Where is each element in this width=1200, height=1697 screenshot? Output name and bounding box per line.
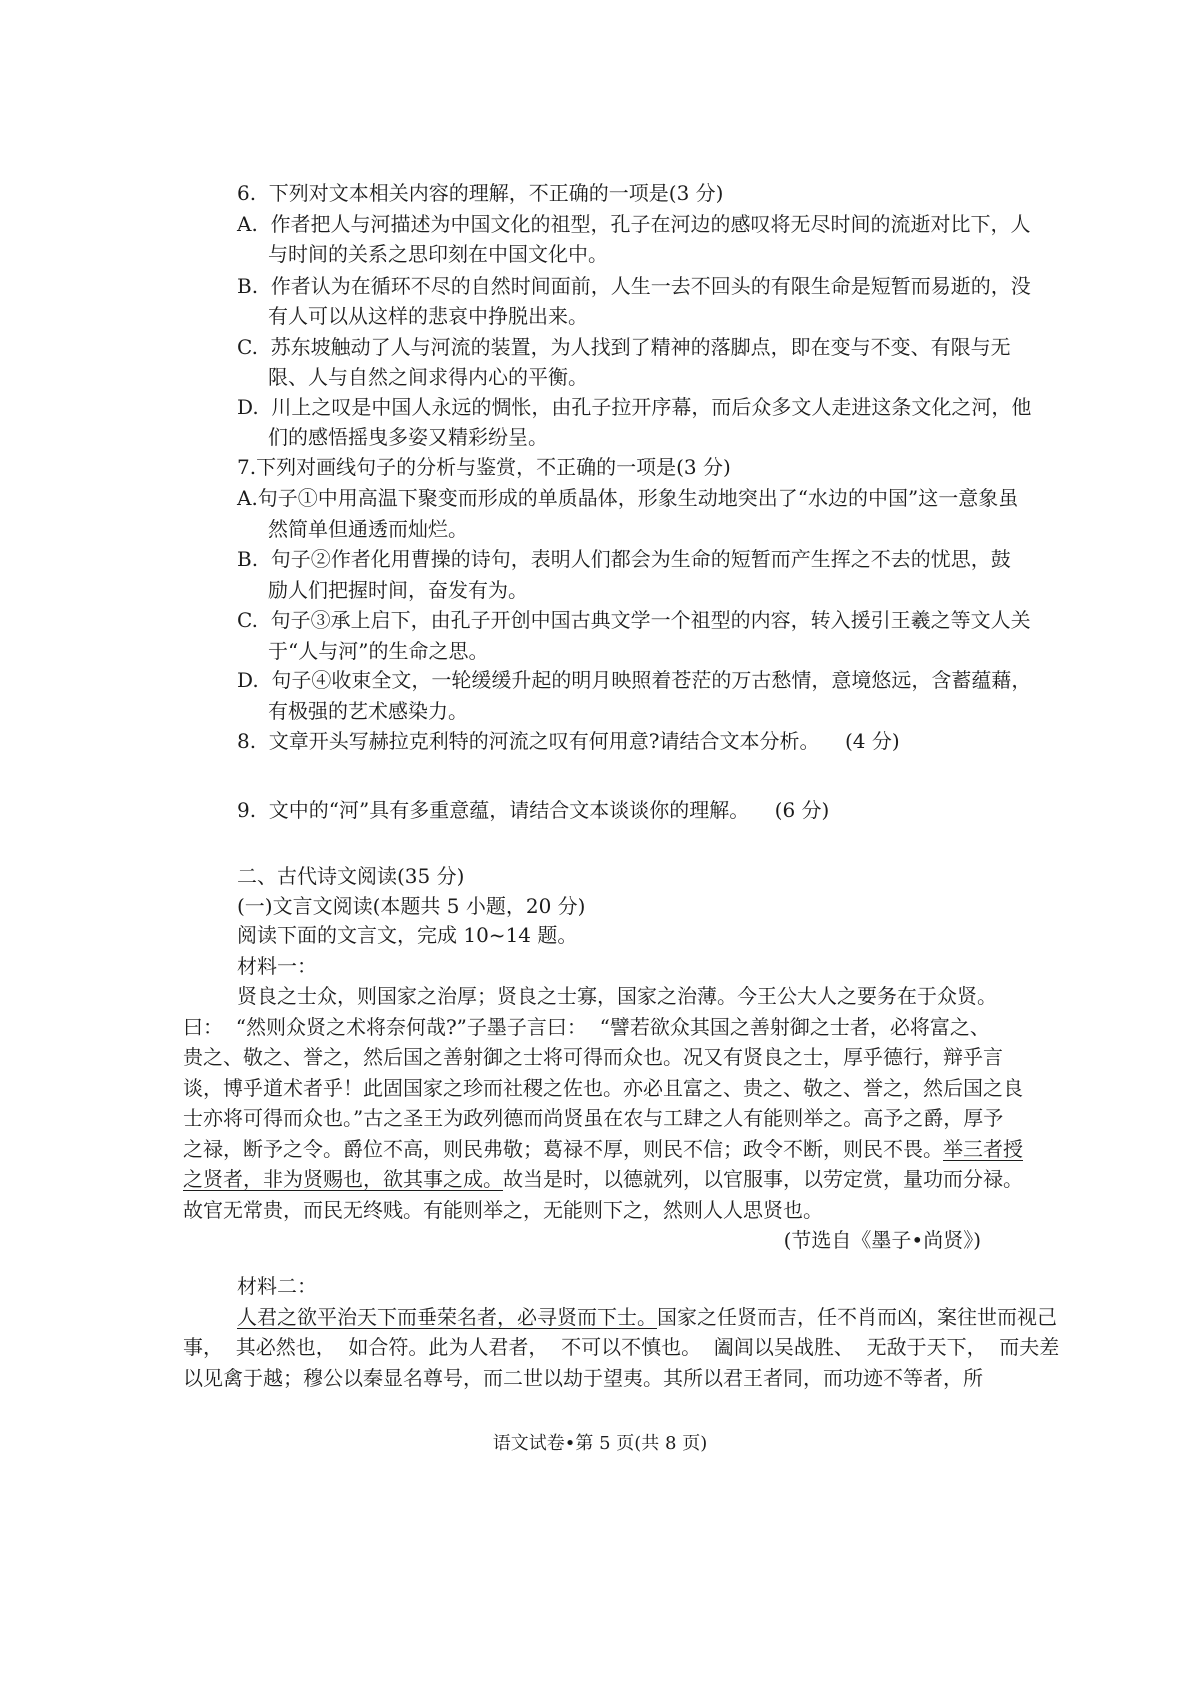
q7-option-d: D. 句子④收束全文，一轮缓缓升起的明月映照着苍茫的万古愁情，意境悠远，含蓄蕴藉， bbox=[237, 668, 1032, 692]
q7-option-c: C. 句子③承上启下，由孔子开创中国古典文学一个祖型的内容，转入援引王羲之等文人关 bbox=[237, 608, 1031, 632]
q8-stem: 8. 文章开头写赫拉克利特的河流之叹有何用意?请结合文本分析。 (4 分) bbox=[237, 729, 900, 753]
material2-line bbox=[183, 1335, 1059, 1359]
q7-option-c-continued: 于“人与河”的生命之思。 bbox=[268, 639, 489, 663]
material1-line bbox=[183, 1045, 1003, 1069]
q7-option-b-continued: 励人们把握时间，奋发有为。 bbox=[268, 578, 528, 602]
q7-option-a-continued: 然简单但通透而灿烂。 bbox=[268, 517, 468, 541]
reading-instruction: 阅读下面的文言文，完成 10~14 题。 bbox=[237, 923, 578, 947]
material1-line bbox=[237, 984, 997, 1008]
q7-option-d-continued: 有极强的艺术感染力。 bbox=[268, 699, 468, 723]
q9-stem: 9. 文中的“河”具有多重意蕴，请结合文本谈谈你的理解。 (6 分) bbox=[237, 798, 830, 822]
text-segment: 士亦将可得而众也。”古之圣王为政列德而尚贤虽在农与工肆之人有能则举之。高予之爵，厚予 bbox=[183, 1106, 1004, 1130]
q6-option-c-continued: 限、人与自然之间求得内心的平衡。 bbox=[268, 365, 588, 389]
q7-stem: 7.下列对画线句子的分析与鉴赏，不正确的一项是(3 分) bbox=[237, 455, 731, 479]
material2-line bbox=[237, 1305, 1057, 1329]
q6-option-a: A. 作者把人与河描述为中国文化的祖型，孔子在河边的感叹将无尽时间的流逝对比下，人 bbox=[237, 212, 1031, 236]
underlined-sentence: 人君之欲平治天下而垂荣名者，必寻贤而下士。 bbox=[237, 1305, 657, 1329]
q6-option-b-continued: 有人可以从这样的悲哀中挣脱出来。 bbox=[268, 304, 588, 328]
material1-heading: 材料一： bbox=[237, 954, 317, 978]
text-segment: 故当是时，以德就列，以官服事，以劳定赏，量功而分禄。 bbox=[503, 1167, 1023, 1191]
q6-option-c: C. 苏东坡触动了人与河流的装置，为人找到了精神的落脚点，即在变与不变、有限与无 bbox=[237, 335, 1011, 359]
text-segment: 故官无常贵，而民无终贱。有能则举之，无能则下之，然则人人思贤也。 bbox=[183, 1198, 823, 1222]
text-segment: 谈，博乎道术者乎！此固国家之珍而社稷之佐也。亦必且富之、贵之、敬之、誉之，然后国之良 bbox=[183, 1076, 1023, 1100]
text-segment: 贵之、敬之、誉之，然后国之善射御之士将可得而众也。况又有贤良之士，厚乎德行，辩乎言 bbox=[183, 1045, 1003, 1069]
q6-option-d: D. 川上之叹是中国人永远的惆怅，由孔子拉开序幕，而后众多文人走进这条文化之河，他 bbox=[237, 395, 1032, 419]
text-segment: 贤良之士众，则国家之治厚；贤良之士寡，国家之治薄。今王公大人之要务在于众贤。 bbox=[237, 984, 997, 1008]
material1-line bbox=[183, 1076, 1023, 1100]
text-segment: 之禄，断予之令。爵位不高，则民弗敬；葛禄不厚，则民不信；政令不断，则民不畏。 bbox=[183, 1137, 943, 1161]
text-segment: 曰： “然则众贤之术将奈何哉?”子墨子言曰： “譬若欲众其国之善射御之士者，必将富之、 bbox=[183, 1015, 990, 1039]
q6-option-b: B. 作者认为在循环不尽的自然时间面前，人生一去不回头的有限生命是短暂而易逝的，没 bbox=[237, 274, 1031, 298]
q6-option-d-continued: 们的感悟摇曳多姿又精彩纷呈。 bbox=[268, 425, 548, 449]
material2-heading: 材料二： bbox=[237, 1274, 317, 1298]
subsection-title: (一)文言文阅读(本题共 5 小题，20 分) bbox=[237, 894, 586, 918]
section-title: 二、古代诗文阅读(35 分) bbox=[237, 864, 465, 888]
material1-line bbox=[183, 1106, 1003, 1130]
text-segment: 以见禽于越；穆公以秦显名尊号，而二世以劫于望夷。其所以君王者同，而功迹不等者，所 bbox=[183, 1366, 983, 1390]
q6-option-a-continued: 与时间的关系之思印刻在中国文化中。 bbox=[268, 242, 608, 266]
material1-source: (节选自《墨子•尚贤》) bbox=[783, 1228, 981, 1252]
q6-stem: 6. 下列对文本相关内容的理解，不正确的一项是(3 分) bbox=[237, 181, 724, 205]
material1-line bbox=[183, 1167, 1023, 1191]
underlined-sentence: 举三者授 bbox=[943, 1137, 1023, 1161]
q7-option-a: A.句子①中用高温下聚变而形成的单质晶体，形象生动地突出了“水边的中国”这一意象虽 bbox=[237, 486, 1019, 510]
material2-line bbox=[183, 1366, 983, 1390]
q7-option-b: B. 句子②作者化用曹操的诗句，表明人们都会为生命的短暂而产生挥之不去的忧思，鼓 bbox=[237, 547, 1011, 571]
material1-line bbox=[183, 1137, 1023, 1161]
text-segment: 国家之任贤而吉，任不肖而凶，案往世而视己 bbox=[657, 1305, 1057, 1329]
page-footer: 语文试卷•第 5 页(共 8 页) bbox=[492, 1433, 708, 1454]
material1-line bbox=[183, 1015, 990, 1039]
material1-line bbox=[183, 1198, 823, 1222]
text-segment: 事， 其必然也， 如合符。此为人君者， 不可以不慎也。 阖闾以吴战胜、 无敌于天下， 而夫差 bbox=[183, 1335, 1060, 1359]
underlined-sentence: 之贤者，非为贤赐也，欲其事之成。 bbox=[183, 1167, 503, 1191]
